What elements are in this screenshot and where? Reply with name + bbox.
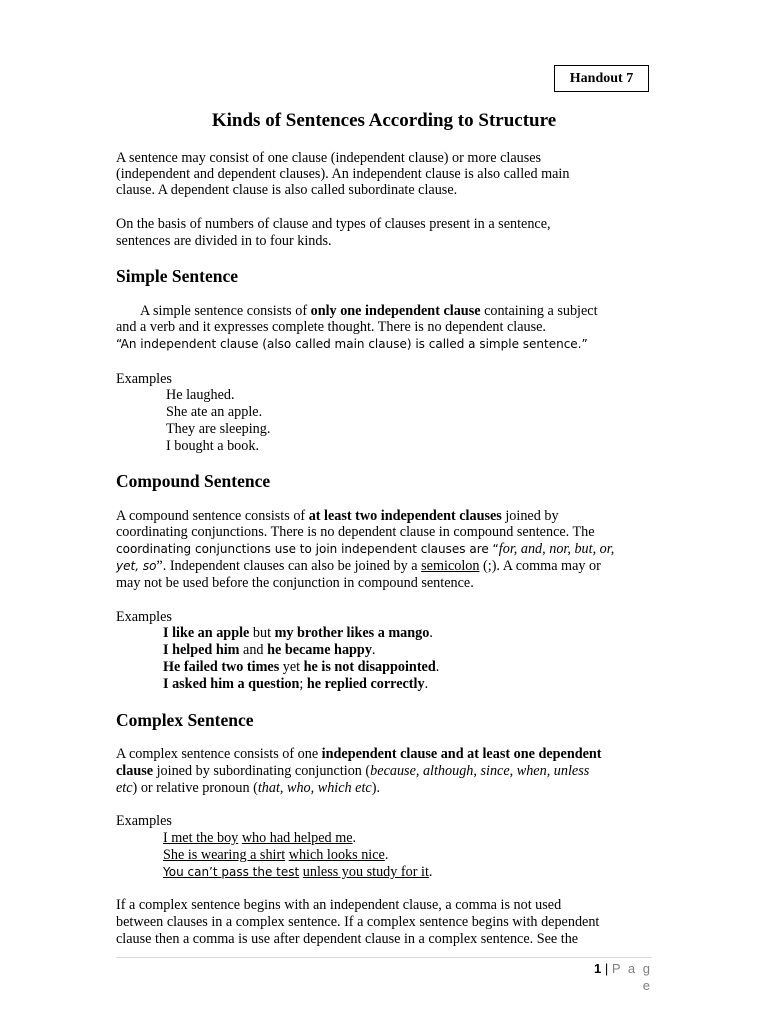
page-title: Kinds of Sentences According to Structure [211,110,557,131]
examples-label: Examples [116,609,172,625]
compound-heading: Compound Sentence [116,471,271,491]
example-item: He failed two times yet he is not disappointed. [163,659,440,675]
example-item: They are sleeping. [166,421,271,437]
intro-line: clause. A dependent clause is also called subordinate clause. [116,182,458,198]
page-label: P a g e [611,961,652,993]
complex-line: etc) or relative pronoun (that, who, which etc). [116,780,380,796]
footer-separator: | [601,961,612,976]
complex-line: clause joined by subordinating conjunction (because, although, since, when, unless [116,763,590,779]
compound-line: coordinating conjunctions use to join independent clauses are “for, and, nor, but, or, [116,541,615,557]
page-footer [588,960,652,994]
complex-line: If a complex sentence begins with an independent clause, a comma is not used [116,897,562,913]
example-item: You can’t pass the test unless you study for it. [163,864,433,880]
footer-divider [116,957,652,958]
example-item: I asked him a question; he replied correctly. [163,676,429,692]
intro-line: sentences are divided in to four kinds. [116,233,332,249]
simple-heading: Simple Sentence [116,266,239,286]
page-number: 1 [594,961,602,976]
examples-label: Examples [116,371,172,387]
example-item: I bought a book. [166,438,259,454]
example-item: I like an apple but my brother likes a mango. [163,625,433,641]
complex-line: between clauses in a complex sentence. If a complex sentence begins with dependent [116,914,600,930]
examples-label: Examples [116,813,172,829]
compound-line: may not be used before the conjunction in compound sentence. [116,575,474,591]
example-item: She is wearing a shirt which looks nice. [163,847,389,863]
compound-line: A compound sentence consists of at least two independent clauses joined by [116,508,559,524]
example-item: I met the boy who had helped me. [163,830,357,846]
compound-line: yet, so”. Independent clauses can also be joined by a semicolon (;). A comma may or [116,558,601,574]
intro-line: On the basis of numbers of clause and types of clauses present in a sentence, [116,216,551,232]
complex-heading: Complex Sentence [116,710,254,730]
example-item: He laughed. [166,387,235,403]
complex-line: clause then a comma is use after dependent clause in a complex sentence. See the [116,931,579,947]
simple-quote: “An independent clause (also called main clause) is called a simple sentence.” [116,337,588,351]
example-item: She ate an apple. [166,404,263,420]
simple-line: and a verb and it expresses complete thought. There is no dependent clause. [116,319,546,335]
intro-line: A sentence may consist of one clause (independent clause) or more clauses [116,150,542,166]
example-item: I helped him and he became happy. [163,642,376,658]
handout-label: Handout 7 [554,65,649,92]
compound-line: coordinating conjunctions. There is no dependent clause in compound sentence. The [116,524,595,540]
complex-line: A complex sentence consists of one independent clause and at least one dependent [116,746,602,762]
simple-line: A simple sentence consists of only one independent clause containing a subject [140,303,598,319]
intro-line: (independent and dependent clauses). An independent clause is also called main [116,166,570,182]
